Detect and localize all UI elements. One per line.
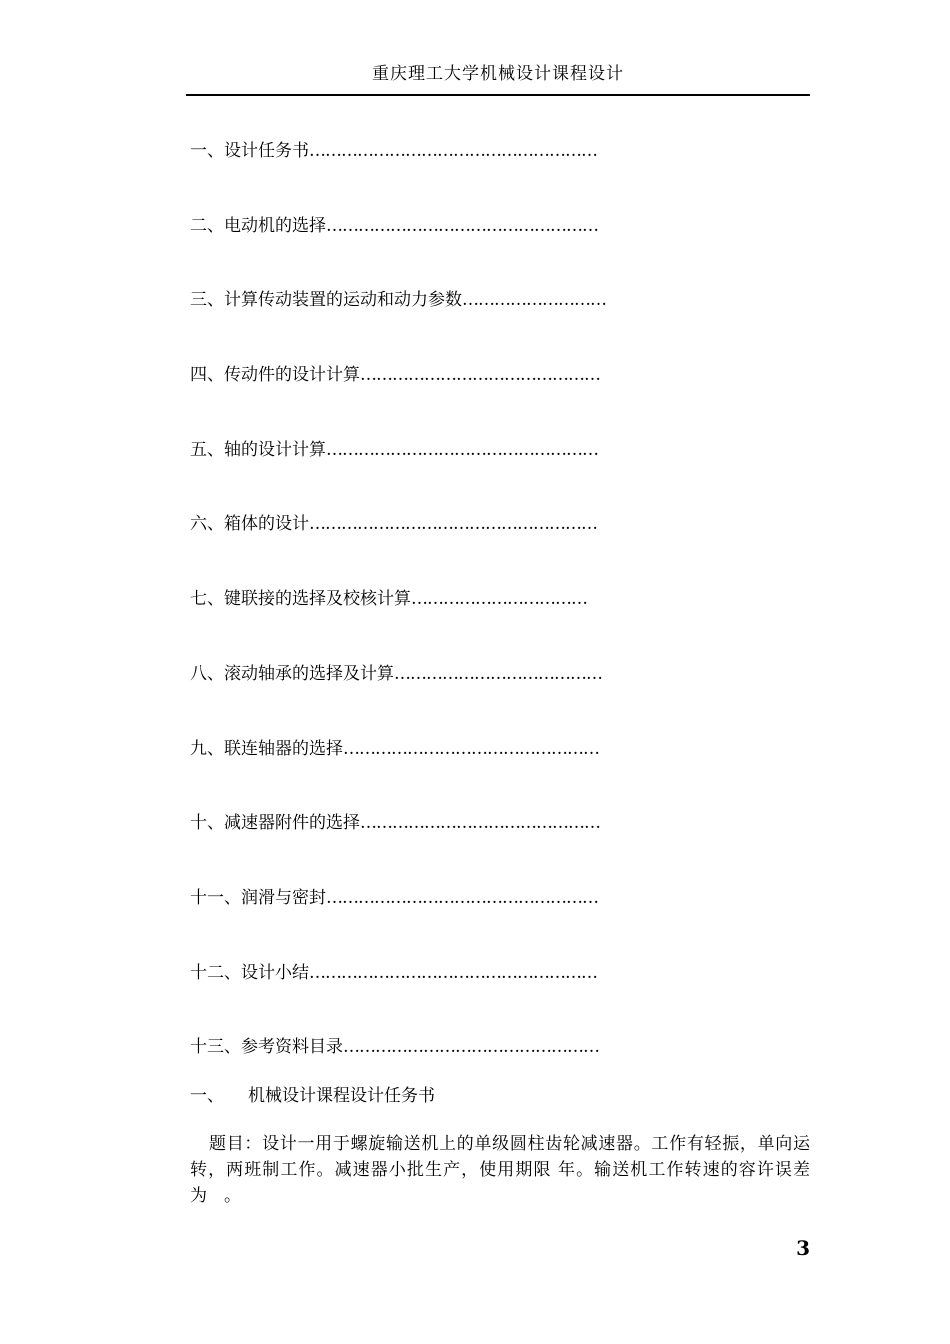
- toc-entry-title: 箱体的设计: [224, 514, 309, 535]
- toc-entry[interactable]: [190, 511, 666, 586]
- toc-entry-number: 七、: [190, 589, 224, 610]
- toc-entry-title: 电动机的选择: [224, 215, 326, 236]
- toc-entry[interactable]: [190, 213, 666, 288]
- toc-leader-dots: ………………………………………………: [309, 141, 597, 161]
- toc-leader-dots: ……………………………: [411, 589, 587, 610]
- toc-entry-title: 参考资料目录: [241, 1037, 343, 1058]
- toc-entry-number: 十二、: [190, 962, 241, 983]
- toc-entry[interactable]: [190, 885, 666, 960]
- toc-leader-dots: ………………………………………………: [309, 962, 597, 983]
- toc-entry[interactable]: [190, 362, 666, 437]
- toc-entry-number: 五、: [190, 439, 224, 460]
- toc-leader-dots: ………………………: [462, 290, 606, 311]
- toc-entry-title: 键联接的选择及校核计算: [224, 589, 411, 610]
- toc-leader-dots: ………………………………………………: [309, 514, 597, 535]
- table-of-contents: [190, 138, 666, 1109]
- toc-entry[interactable]: [190, 138, 666, 213]
- running-header: 重庆理工大学机械设计课程设计: [372, 64, 624, 84]
- page-number: 3: [796, 1236, 810, 1260]
- toc-leader-dots: ……………………………………………: [326, 215, 598, 236]
- toc-entry[interactable]: [190, 586, 666, 661]
- toc-entry-number: 十一、: [190, 887, 241, 908]
- toc-entry[interactable]: [190, 736, 666, 811]
- toc-entry-number: 十、: [190, 813, 224, 834]
- toc-entry[interactable]: [190, 437, 666, 512]
- toc-entry-title: 润滑与密封: [241, 887, 326, 908]
- toc-entry-title: 传动件的设计计算: [224, 365, 360, 386]
- task-description-paragraph: 题目：设计一用于螺旋输送机上的单级圆柱齿轮减速器。工作有轻振，单向运转，两班制工作。减速器小批生产，使用期限 年。输送机工作转速的容许误差为 。: [190, 1134, 810, 1206]
- section-title: 机械设计课程设计任务书: [248, 1086, 435, 1106]
- toc-leader-dots: ………………………………………: [360, 813, 600, 834]
- toc-entry-number: 八、: [190, 663, 224, 684]
- toc-entry-title: 滚动轴承的选择及计算: [224, 663, 394, 684]
- toc-entry-title: 联连轴器的选择: [224, 738, 343, 759]
- toc-entry-title: 设计任务书: [224, 141, 309, 161]
- toc-entry-number: 三、: [190, 290, 224, 311]
- toc-entry-number: 一、: [190, 141, 224, 161]
- toc-entry-title: 设计小结: [241, 962, 309, 983]
- section-heading: [190, 1083, 435, 1109]
- toc-leader-dots: ………………………………………: [360, 365, 600, 386]
- toc-entry-number: 十三、: [190, 1037, 241, 1058]
- toc-entry-number: 九、: [190, 738, 224, 759]
- toc-leader-dots: …………………………………………: [343, 738, 599, 759]
- toc-entry-number: 四、: [190, 365, 224, 386]
- toc-entry-title: 减速器附件的选择: [224, 813, 360, 834]
- toc-leader-dots: …………………………………: [394, 663, 602, 684]
- toc-entry[interactable]: [190, 810, 666, 885]
- toc-leader-dots: ……………………………………………: [326, 887, 598, 908]
- toc-entry-title: 轴的设计计算: [224, 439, 326, 460]
- toc-entry[interactable]: [190, 960, 666, 1035]
- toc-entry-number: 六、: [190, 514, 224, 535]
- toc-entry-number: 二、: [190, 215, 224, 236]
- toc-entry[interactable]: [190, 661, 666, 736]
- toc-entry-title: 计算传动装置的运动和动力参数: [224, 290, 462, 311]
- toc-entry[interactable]: [190, 287, 666, 362]
- toc-leader-dots: ……………………………………………: [326, 439, 598, 460]
- toc-leader-dots: …………………………………………: [343, 1037, 599, 1058]
- header-rule: [186, 94, 810, 96]
- section-number: 一、: [190, 1086, 224, 1106]
